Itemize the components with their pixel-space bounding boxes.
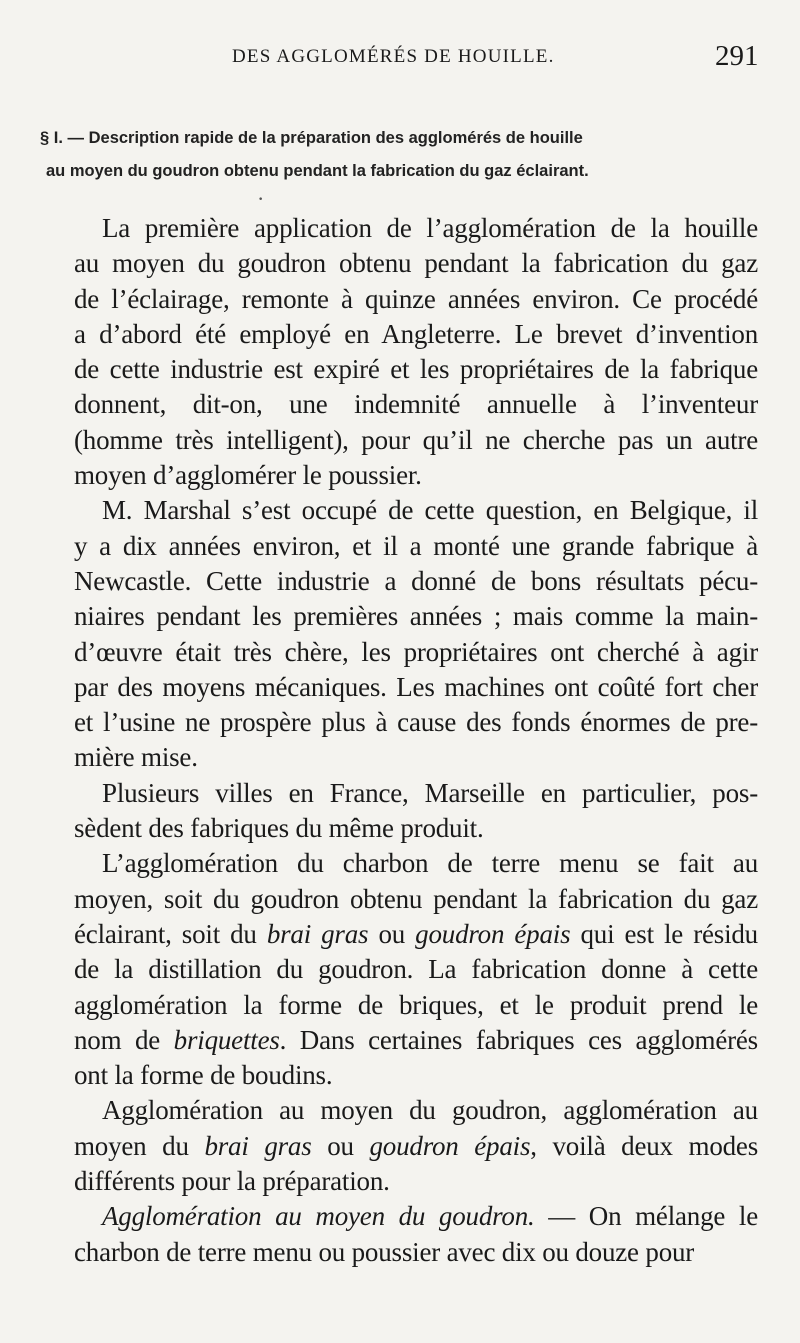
text-run: agglomération la forme de briques, et le produit prend le: [74, 989, 758, 1020]
page-number: 291: [715, 40, 759, 72]
text-run: Plusieurs villes en France, Marseille en particulier, pos-: [102, 777, 758, 808]
text-line: [46, 1093, 758, 1128]
text-line: [46, 1235, 758, 1270]
text-run: Agglomération au moyen du goudron, agglomération au: [102, 1095, 758, 1126]
text-line: [46, 246, 758, 281]
text-line: [46, 1023, 758, 1058]
text-line: [46, 1164, 758, 1199]
text-run: ont la forme de boudins.: [74, 1060, 333, 1091]
text-line: [46, 599, 758, 634]
text-line: [46, 282, 758, 317]
section-heading-line-2: au moyen du goudron obtenu pendant la fabrication du gaz éclairant.: [46, 162, 589, 180]
text-line: [46, 352, 758, 387]
italic-run: brai gras: [266, 918, 369, 949]
italic-run: goudron épais: [415, 918, 571, 949]
text-run: de l’éclairage, remonte à quinze années environ. Ce procédé: [74, 283, 758, 314]
text-line: [46, 846, 758, 881]
text-run: de cette industrie est expiré et les propriétaires de la fabrique: [74, 354, 758, 385]
text-run: moyen d’agglomérer le poussier.: [74, 460, 422, 491]
text-run: Newcastle. Cette industrie a donné de bons résultats pécu-: [74, 565, 758, 596]
text-run: (homme très intelligent), pour qu’il ne cherche pas un autre: [74, 424, 758, 455]
text-line: [46, 458, 758, 493]
running-head: [0, 40, 800, 80]
text-run: donnent, dit-on, une indemnité annuelle à l’inventeur: [74, 389, 758, 420]
text-run: . Dans certaines fabriques ces agglomérés: [279, 1024, 758, 1055]
text-line: [46, 493, 758, 528]
text-line: [46, 1199, 758, 1234]
paragraph: [46, 776, 758, 847]
text-run: charbon de terre menu ou poussier avec dix ou douze pour: [74, 1236, 695, 1267]
text-run: M. Marshal s’est occupé de cette question, en Belgique, il: [102, 495, 758, 526]
text-line: [46, 317, 758, 352]
text-run: ou: [311, 1130, 370, 1161]
text-line: [46, 564, 758, 599]
text-line: [46, 635, 758, 670]
text-run: différents pour la préparation.: [74, 1166, 390, 1197]
text-run: , voilà deux modes: [530, 1130, 759, 1161]
text-run: éclairant, soit du: [74, 918, 267, 949]
text-line: [46, 705, 758, 740]
paragraph: [46, 846, 758, 1093]
text-line: [46, 988, 758, 1023]
section-heading-line-1: § I. — Description rapide de la préparation des agglomérés de houille: [40, 129, 583, 147]
body-text: [46, 211, 758, 1270]
text-run: L’agglomération du charbon de terre menu se fait au: [102, 848, 758, 879]
text-line: [46, 917, 758, 952]
text-line: [46, 423, 758, 458]
italic-run: brai gras: [204, 1130, 312, 1161]
text-run: y a dix années environ, et il a monté une grande fabrique à: [74, 530, 758, 561]
text-run: par des moyens mécaniques. Les machines ont coûté fort cher: [74, 671, 758, 702]
text-line: [46, 670, 758, 705]
text-run: d’œuvre était très chère, les propriétaires ont cherché à agir: [74, 636, 758, 667]
text-run: La première application de l’agglomération de la houille: [102, 213, 758, 243]
text-run: de la distillation du goudron. La fabrication donne à cette: [74, 954, 758, 985]
text-line: [46, 387, 758, 422]
text-run: au moyen du goudron obtenu pendant la fabrication du gaz: [74, 248, 758, 279]
section-heading: [40, 122, 762, 188]
paragraph: [46, 1199, 758, 1270]
italic-run: goudron épais: [369, 1130, 531, 1161]
text-run: moyen du: [74, 1130, 205, 1161]
paragraph: [46, 493, 758, 775]
text-line: [46, 952, 758, 987]
section-divider: ·: [257, 186, 265, 211]
paragraph: [46, 211, 758, 493]
text-line: [46, 1058, 758, 1093]
text-run: et l’usine ne prospère plus à cause des fonds énormes de pre-: [74, 707, 758, 738]
text-run: sèdent des fabriques du même produit.: [74, 813, 484, 844]
text-run: qui est le résidu: [570, 918, 758, 949]
running-title: DES AGGLOMÉRÉS DE HOUILLE.: [232, 46, 555, 67]
text-line: [46, 529, 758, 564]
text-line: [46, 811, 758, 846]
paragraph: [46, 1093, 758, 1199]
italic-run: Agglomération au moyen du goudron.: [102, 1201, 535, 1232]
text-run: mière mise.: [74, 742, 198, 773]
text-line: [46, 776, 758, 811]
text-run: — On mélange le: [534, 1201, 758, 1232]
text-run: niaires pendant les premières années ; mais comme la main-: [74, 601, 758, 632]
text-run: nom de: [74, 1024, 174, 1055]
text-line: [46, 740, 758, 775]
italic-run: briquettes: [173, 1024, 280, 1055]
text-run: ou: [368, 918, 416, 949]
text-line: [46, 211, 758, 246]
text-line: [46, 882, 758, 917]
text-run: a d’abord été employé en Angleterre. Le brevet d’invention: [74, 318, 758, 349]
text-run: moyen, soit du goudron obtenu pendant la fabrication du gaz: [74, 883, 758, 914]
text-line: [46, 1129, 758, 1164]
